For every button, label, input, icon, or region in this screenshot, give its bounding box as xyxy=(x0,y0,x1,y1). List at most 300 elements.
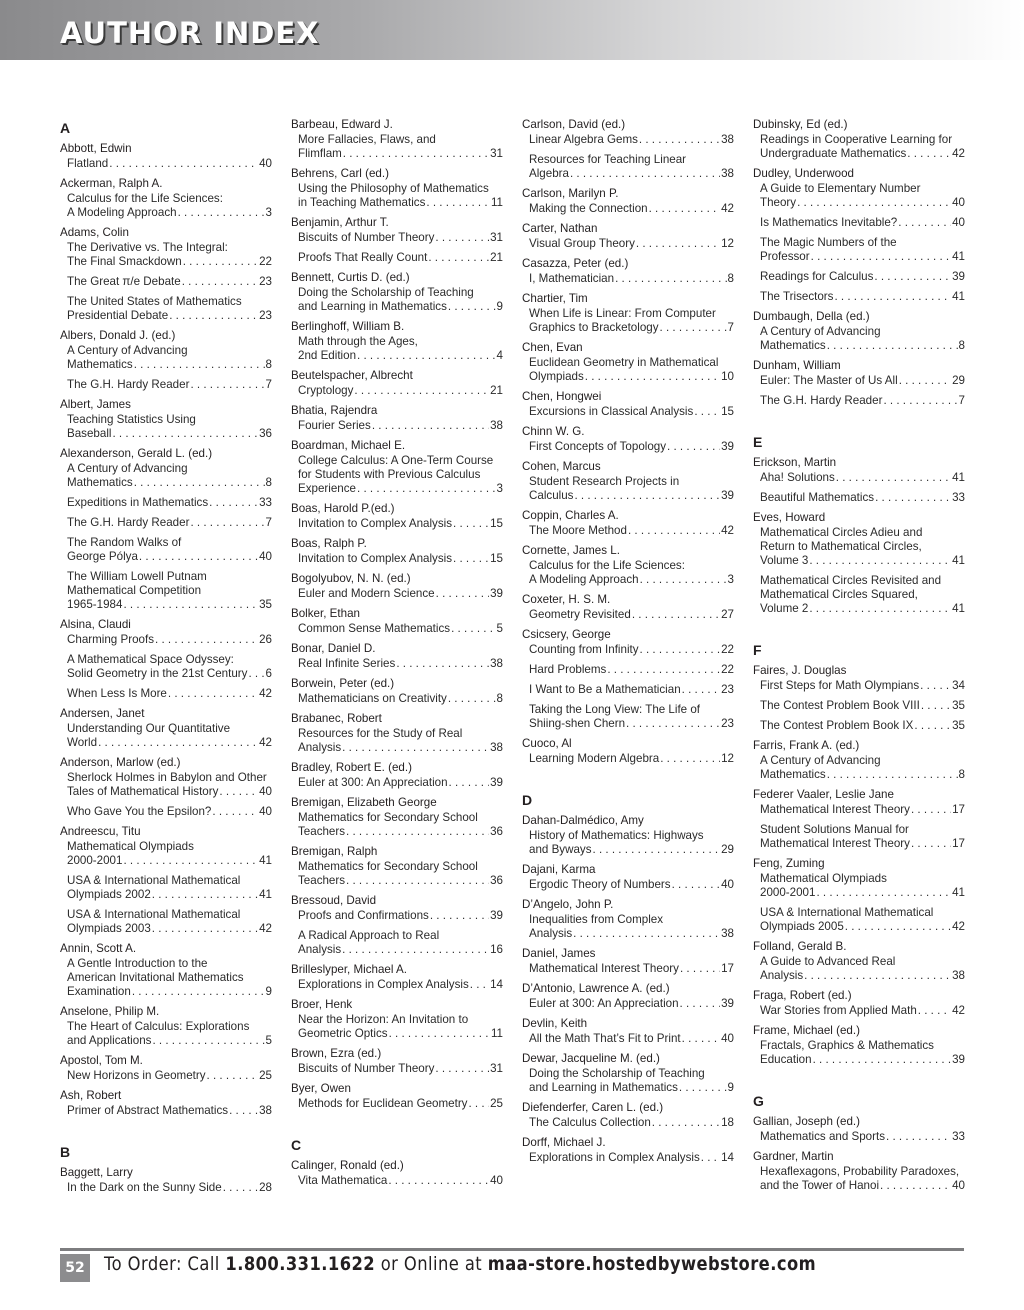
book-title-line: History of Mathematics: Highways xyxy=(529,829,704,842)
book-entry xyxy=(753,394,965,408)
book-title-row xyxy=(67,1034,272,1048)
book-title: Theory xyxy=(760,196,797,209)
book-title: Undergraduate Mathematics xyxy=(760,147,907,160)
leader-dots xyxy=(219,785,258,799)
book-entry xyxy=(522,683,734,697)
book-entry xyxy=(60,653,272,681)
book-entry xyxy=(522,829,734,857)
page-ref: 42 xyxy=(952,1004,965,1017)
book-entry xyxy=(753,719,965,733)
book-title: Who Gave You the Epsilon? xyxy=(67,805,212,818)
page-ref: 41 xyxy=(952,250,965,263)
book-title: Euler: The Master of Us All xyxy=(760,374,898,387)
page-ref: 22 xyxy=(721,643,734,656)
author-name: Dorff, Michael J. xyxy=(522,1136,606,1149)
book-title: 2000-2001 xyxy=(67,854,123,867)
book-title: A Modeling Approach xyxy=(67,206,177,219)
page-ref: 18 xyxy=(721,1116,734,1129)
leader-dots xyxy=(470,978,489,992)
book-title-row xyxy=(298,1174,503,1188)
leader-dots xyxy=(152,922,258,936)
book-title: First Steps for Math Olympians xyxy=(760,679,920,692)
leader-dots xyxy=(182,275,258,289)
book-title-row xyxy=(298,147,503,161)
index-column-4 xyxy=(753,118,965,1199)
book-title: Professor xyxy=(760,250,810,263)
book-title-line: Sherlock Holmes in Babylon and Other xyxy=(67,771,267,784)
book-title-row xyxy=(529,167,734,181)
book-title-row xyxy=(67,687,272,701)
book-title-line: A Radical Approach to Real xyxy=(298,929,440,942)
leader-dots xyxy=(574,489,720,503)
author-name: Frame, Michael (ed.) xyxy=(753,1024,860,1037)
author-name: Erickson, Martin xyxy=(753,456,837,469)
book-title: Explorations in Complex Analysis xyxy=(298,978,469,991)
leader-dots xyxy=(212,805,258,819)
leader-dots xyxy=(585,370,720,384)
book-title-row xyxy=(529,573,734,587)
book-title: Euler at 300: An Appreciation xyxy=(529,997,679,1010)
order-url[interactable]: maa-store.hostedbywebstore.com xyxy=(487,1253,817,1275)
page-ref: 7 xyxy=(727,321,734,334)
author-name: Fraga, Robert (ed.) xyxy=(753,989,852,1002)
author-name: Boardman, Michael E. xyxy=(291,439,406,452)
book-title-line: The William Lowell Putnam xyxy=(67,570,207,583)
leader-dots xyxy=(207,1069,259,1083)
book-title: The G.H. Hardy Reader xyxy=(760,394,883,407)
page-ref: 8 xyxy=(496,692,503,705)
book-title-row xyxy=(760,491,965,505)
book-title: Geometric Optics xyxy=(298,1027,388,1040)
leader-dots xyxy=(223,1181,258,1195)
book-title: The Great π/e Debate xyxy=(67,275,181,288)
page-ref: 42 xyxy=(259,687,272,700)
leader-dots xyxy=(920,679,951,693)
page-ref: 23 xyxy=(259,309,272,322)
book-title-row xyxy=(529,321,734,335)
author-name: Annin, Scott A. xyxy=(60,942,137,955)
page-ref: 9 xyxy=(727,1081,734,1094)
book-entry xyxy=(753,491,965,505)
book-title-row xyxy=(760,969,965,983)
page-ref: 23 xyxy=(259,275,272,288)
book-title-row xyxy=(298,978,503,992)
author-name: Beutelspacher, Albrecht xyxy=(291,369,413,382)
section-letter: F xyxy=(753,642,762,658)
book-entry xyxy=(522,962,734,976)
page-ref: 4 xyxy=(496,349,503,362)
leader-dots xyxy=(152,888,258,902)
book-title-row xyxy=(67,736,272,750)
leader-dots xyxy=(109,157,258,171)
page-ref: 42 xyxy=(721,202,734,215)
book-title-row xyxy=(298,231,503,245)
book-title: Volume 2 xyxy=(760,602,809,615)
leader-dots xyxy=(342,741,489,755)
author-name: Dunham, William xyxy=(753,359,841,372)
page-ref: 17 xyxy=(721,962,734,975)
leader-dots xyxy=(911,837,951,851)
book-entry xyxy=(522,1151,734,1165)
book-title-row xyxy=(529,962,734,976)
book-title: Counting from Infinity xyxy=(529,643,639,656)
book-title-row xyxy=(298,1097,503,1111)
book-entry xyxy=(60,874,272,902)
book-title: Olympiads 2002 xyxy=(67,888,151,901)
book-title-row xyxy=(760,471,965,485)
book-title-row xyxy=(298,251,503,265)
author-name: Carlson, David (ed.) xyxy=(522,118,626,131)
book-entry xyxy=(291,454,503,496)
author-name: Ackerman, Ralph A. xyxy=(60,177,163,190)
book-entry xyxy=(291,811,503,839)
leader-dots xyxy=(155,633,258,647)
book-title: and the Tower of Hanoi xyxy=(760,1179,880,1192)
book-title-line: Understanding Our Quantitative xyxy=(67,722,231,735)
book-title-row xyxy=(529,405,734,419)
book-title-line: Doing the Scholarship of Teaching xyxy=(298,286,474,299)
author-name: D’Antonio, Lawrence A. (ed.) xyxy=(522,982,670,995)
author-name: Chen, Hongwei xyxy=(522,390,602,403)
book-title: In the Dark on the Sunny Side xyxy=(67,1181,222,1194)
book-title-row xyxy=(298,825,503,839)
book-title: Linear Algebra Gems xyxy=(529,133,638,146)
book-title-line: Return to Mathematical Circles, xyxy=(760,540,922,553)
book-title-line: Student Solutions Manual for xyxy=(760,823,909,836)
book-entry xyxy=(291,182,503,210)
book-title-line: Math through the Ages, xyxy=(298,335,418,348)
page-ref: 36 xyxy=(259,427,272,440)
book-title: The Contest Problem Book IX xyxy=(760,719,914,732)
book-entry xyxy=(753,679,965,693)
leader-dots xyxy=(451,622,495,636)
author-name: Cohen, Marcus xyxy=(522,460,601,473)
book-title-line: Calculus for the Life Sciences: xyxy=(67,192,223,205)
book-title-line: College Calculus: A One-Term Course xyxy=(298,454,494,467)
book-title-row xyxy=(529,272,734,286)
book-title-line: Fractals, Graphics & Mathematics xyxy=(760,1039,934,1052)
leader-dots xyxy=(660,321,727,335)
author-name: Cuoco, Al xyxy=(522,737,572,750)
leader-dots xyxy=(448,692,496,706)
page-ref: 8 xyxy=(958,339,965,352)
book-title-row xyxy=(67,1104,272,1118)
author-name: Federer Vaaler, Leslie Jane xyxy=(753,788,894,801)
page-ref: 39 xyxy=(721,440,734,453)
leader-dots xyxy=(436,587,489,601)
author-name: Alsina, Claudi xyxy=(60,618,131,631)
leader-dots xyxy=(178,206,265,220)
book-entry xyxy=(753,471,965,485)
page-ref: 31 xyxy=(490,147,503,160)
book-entry xyxy=(60,771,272,799)
book-entry xyxy=(291,419,503,433)
author-name: Devlin, Keith xyxy=(522,1017,588,1030)
book-title-line: Mathematical Olympiads xyxy=(760,872,887,885)
book-title: Analysis xyxy=(298,943,342,956)
author-name: Brown, Ezra (ed.) xyxy=(291,1047,382,1060)
book-title: Vita Mathematica xyxy=(298,1174,388,1187)
book-entry xyxy=(60,1020,272,1048)
book-title-row xyxy=(529,202,734,216)
book-title: Volume 3 xyxy=(760,554,809,567)
page-ref: 38 xyxy=(721,927,734,940)
section-letter: D xyxy=(522,792,533,808)
book-title: Cryptology xyxy=(298,384,354,397)
book-entry xyxy=(60,633,272,647)
book-title: Learning Modern Algebra xyxy=(529,752,660,765)
page-ref: 39 xyxy=(721,997,734,1010)
page-ref: 26 xyxy=(259,633,272,646)
page-ref: 27 xyxy=(721,608,734,621)
book-title: Invitation to Complex Analysis xyxy=(298,552,453,565)
book-entry xyxy=(753,374,965,388)
book-title: The Moore Method xyxy=(529,524,627,537)
book-title: and Byways xyxy=(529,843,592,856)
book-title: The Contest Problem Book VIII xyxy=(760,699,920,712)
page-ref: 41 xyxy=(952,471,965,484)
book-entry xyxy=(60,536,272,564)
leader-dots xyxy=(907,147,951,161)
book-title-row xyxy=(298,196,503,210)
book-title-line: American Invitational Mathematics xyxy=(67,971,244,984)
author-name: Bremigan, Ralph xyxy=(291,845,378,858)
page-ref: 3 xyxy=(265,206,272,219)
book-title-row xyxy=(529,843,734,857)
book-title-row xyxy=(67,378,272,392)
book-entry xyxy=(60,957,272,999)
book-title: War Stories from Applied Math xyxy=(760,1004,917,1017)
page-ref: 38 xyxy=(721,167,734,180)
book-title-row xyxy=(529,683,734,697)
page-ref: 40 xyxy=(259,805,272,818)
book-title-line: Mathematical Competition xyxy=(67,584,202,597)
page-ref: 41 xyxy=(952,602,965,615)
book-title: Analysis xyxy=(298,741,342,754)
page-ref: 21 xyxy=(490,384,503,397)
page-ref: 14 xyxy=(721,1151,734,1164)
author-name: Daniel, James xyxy=(522,947,596,960)
book-title-row xyxy=(529,997,734,1011)
leader-dots xyxy=(898,216,951,230)
book-title-row xyxy=(529,643,734,657)
page-ref: 15 xyxy=(490,552,503,565)
book-title-line: Mathematics for Secondary School xyxy=(298,860,478,873)
page-ref: 6 xyxy=(265,667,272,680)
book-title-row xyxy=(529,717,734,731)
page-ref: 8 xyxy=(265,476,272,489)
page-ref: 9 xyxy=(496,300,503,313)
page-ref: 35 xyxy=(259,598,272,611)
book-entry xyxy=(753,133,965,161)
author-name: Anderson, Marlow (ed.) xyxy=(60,756,181,769)
page-ref: 7 xyxy=(265,516,272,529)
leader-dots xyxy=(886,1130,951,1144)
book-entry xyxy=(60,570,272,612)
book-title-line: A Gentle Introduction to the xyxy=(67,957,208,970)
book-title: Fourier Series xyxy=(298,419,371,432)
author-name: Anselone, Philip M. xyxy=(60,1005,160,1018)
author-name: Berlinghoff, William B. xyxy=(291,320,405,333)
book-title-row xyxy=(298,622,503,636)
page-ref: 21 xyxy=(490,251,503,264)
book-title-row xyxy=(760,1053,965,1067)
author-name: Chen, Evan xyxy=(522,341,583,354)
author-name: Dajani, Karma xyxy=(522,863,596,876)
book-entry xyxy=(522,878,734,892)
book-entry xyxy=(522,202,734,216)
book-entry xyxy=(522,475,734,503)
author-name: Barbeau, Edward J. xyxy=(291,118,393,131)
book-title-row xyxy=(760,147,965,161)
author-name: Carlson, Marilyn P. xyxy=(522,187,619,200)
book-title-row xyxy=(760,394,965,408)
author-name: Alexanderson, Gerald L. (ed.) xyxy=(60,447,213,460)
page-ref: 25 xyxy=(259,1069,272,1082)
page-ref: 8 xyxy=(958,768,965,781)
book-title: Making the Connection xyxy=(529,202,648,215)
author-name: Coppin, Charles A. xyxy=(522,509,619,522)
author-name: Bogolyubov, N. N. (ed.) xyxy=(291,572,411,585)
book-entry xyxy=(291,727,503,755)
page-ref: 31 xyxy=(490,1062,503,1075)
section-letter: G xyxy=(753,1093,764,1109)
book-title: First Concepts of Topology xyxy=(529,440,667,453)
book-title: I, Mathematician xyxy=(529,272,615,285)
book-title-row xyxy=(298,1062,503,1076)
leader-dots xyxy=(209,496,258,510)
book-entry xyxy=(291,231,503,245)
leader-dots xyxy=(426,196,490,210)
book-title: Analysis xyxy=(760,969,804,982)
leader-dots xyxy=(396,657,489,671)
book-entry xyxy=(291,1062,503,1076)
book-title: Examination xyxy=(67,985,131,998)
leader-dots xyxy=(811,250,951,264)
leader-dots xyxy=(875,491,951,505)
page-ref: 8 xyxy=(727,272,734,285)
leader-dots xyxy=(632,608,720,622)
book-entry xyxy=(522,1032,734,1046)
leader-dots xyxy=(701,1151,720,1165)
book-title-row xyxy=(67,854,272,868)
book-title: Common Sense Mathematics xyxy=(298,622,451,635)
page-ref: 12 xyxy=(721,237,734,250)
book-entry xyxy=(753,906,965,934)
order-phone: 1.800.331.1622 xyxy=(225,1253,376,1275)
book-title-row xyxy=(67,309,272,323)
leader-dots xyxy=(628,524,720,538)
book-entry xyxy=(60,157,272,171)
book-title: and Applications xyxy=(67,1034,152,1047)
author-name: Behrens, Carl (ed.) xyxy=(291,167,389,180)
leader-dots xyxy=(918,1004,951,1018)
book-title-row xyxy=(67,476,272,490)
book-title-row xyxy=(298,587,503,601)
author-name: Broer, Henk xyxy=(291,998,353,1011)
book-title-row xyxy=(67,922,272,936)
book-title-row xyxy=(760,679,965,693)
page-ref: 38 xyxy=(490,419,503,432)
leader-dots xyxy=(640,573,727,587)
book-title: Aha! Solutions xyxy=(760,471,835,484)
page-ref: 33 xyxy=(952,491,965,504)
book-title: Mathematical Interest Theory xyxy=(760,837,910,850)
book-entry xyxy=(60,722,272,750)
page-ref: 42 xyxy=(952,920,965,933)
book-title-row xyxy=(298,909,503,923)
leader-dots xyxy=(354,384,489,398)
leader-dots xyxy=(168,687,258,701)
author-name: Brabanec, Robert xyxy=(291,712,382,725)
book-title: New Horizons in Geometry xyxy=(67,1069,206,1082)
book-title-row xyxy=(760,1179,965,1193)
page-ref: 41 xyxy=(952,290,965,303)
book-title-row xyxy=(67,206,272,220)
book-title-line: USA & International Mathematical xyxy=(67,908,241,921)
order-middle: or Online at xyxy=(375,1253,488,1275)
book-title: Charming Proofs xyxy=(67,633,154,646)
page-number: 52 xyxy=(60,1254,90,1282)
book-title: Excursions in Classical Analysis xyxy=(529,405,694,418)
book-title-row xyxy=(760,216,965,230)
book-title: Teachers xyxy=(298,825,346,838)
book-title-row xyxy=(529,1116,734,1130)
book-title-line: Mathematical Circles Squared, xyxy=(760,588,918,601)
book-title: When Less Is More xyxy=(67,687,167,700)
book-title-row xyxy=(760,602,965,616)
order-prefix: To Order: Call xyxy=(104,1253,226,1275)
book-title-line: A Guide to Advanced Real xyxy=(760,955,896,968)
book-title-line: USA & International Mathematical xyxy=(67,874,241,887)
index-column-2 xyxy=(291,118,503,1194)
book-title: Calculus xyxy=(529,489,574,502)
book-title-row xyxy=(67,550,272,564)
author-name: Eves, Howard xyxy=(753,511,826,524)
book-title-row xyxy=(760,803,965,817)
page-ref: 42 xyxy=(259,736,272,749)
book-title-line: The Random Walks of xyxy=(67,536,182,549)
page-ref: 38 xyxy=(490,657,503,670)
book-entry xyxy=(60,908,272,936)
author-name: Gardner, Martin xyxy=(753,1150,834,1163)
page-ref: 25 xyxy=(490,1097,503,1110)
page-ref: 3 xyxy=(496,482,503,495)
page-ref: 35 xyxy=(952,699,965,712)
leader-dots xyxy=(468,1097,489,1111)
book-entry xyxy=(60,378,272,392)
book-title: Mathematics xyxy=(760,768,826,781)
book-title-row xyxy=(298,349,503,363)
author-name: Bressoud, David xyxy=(291,894,377,907)
leader-dots xyxy=(453,552,489,566)
book-title: Mathematics and Sports xyxy=(760,1130,886,1143)
author-name: Boas, Harold P.(ed.) xyxy=(291,502,395,515)
book-entry xyxy=(522,913,734,941)
book-title-line: More Fallacies, Flaws, and xyxy=(298,133,436,146)
book-title-row xyxy=(67,598,272,612)
book-entry xyxy=(753,1004,965,1018)
leader-dots xyxy=(346,874,489,888)
index-column-3 xyxy=(522,118,734,1171)
book-title-line: A Century of Advancing xyxy=(67,344,188,357)
book-entry xyxy=(291,133,503,161)
book-title-row xyxy=(298,517,503,531)
leader-dots xyxy=(652,1116,720,1130)
book-title-row xyxy=(298,552,503,566)
book-title-row xyxy=(298,943,503,957)
book-title-row xyxy=(298,419,503,433)
